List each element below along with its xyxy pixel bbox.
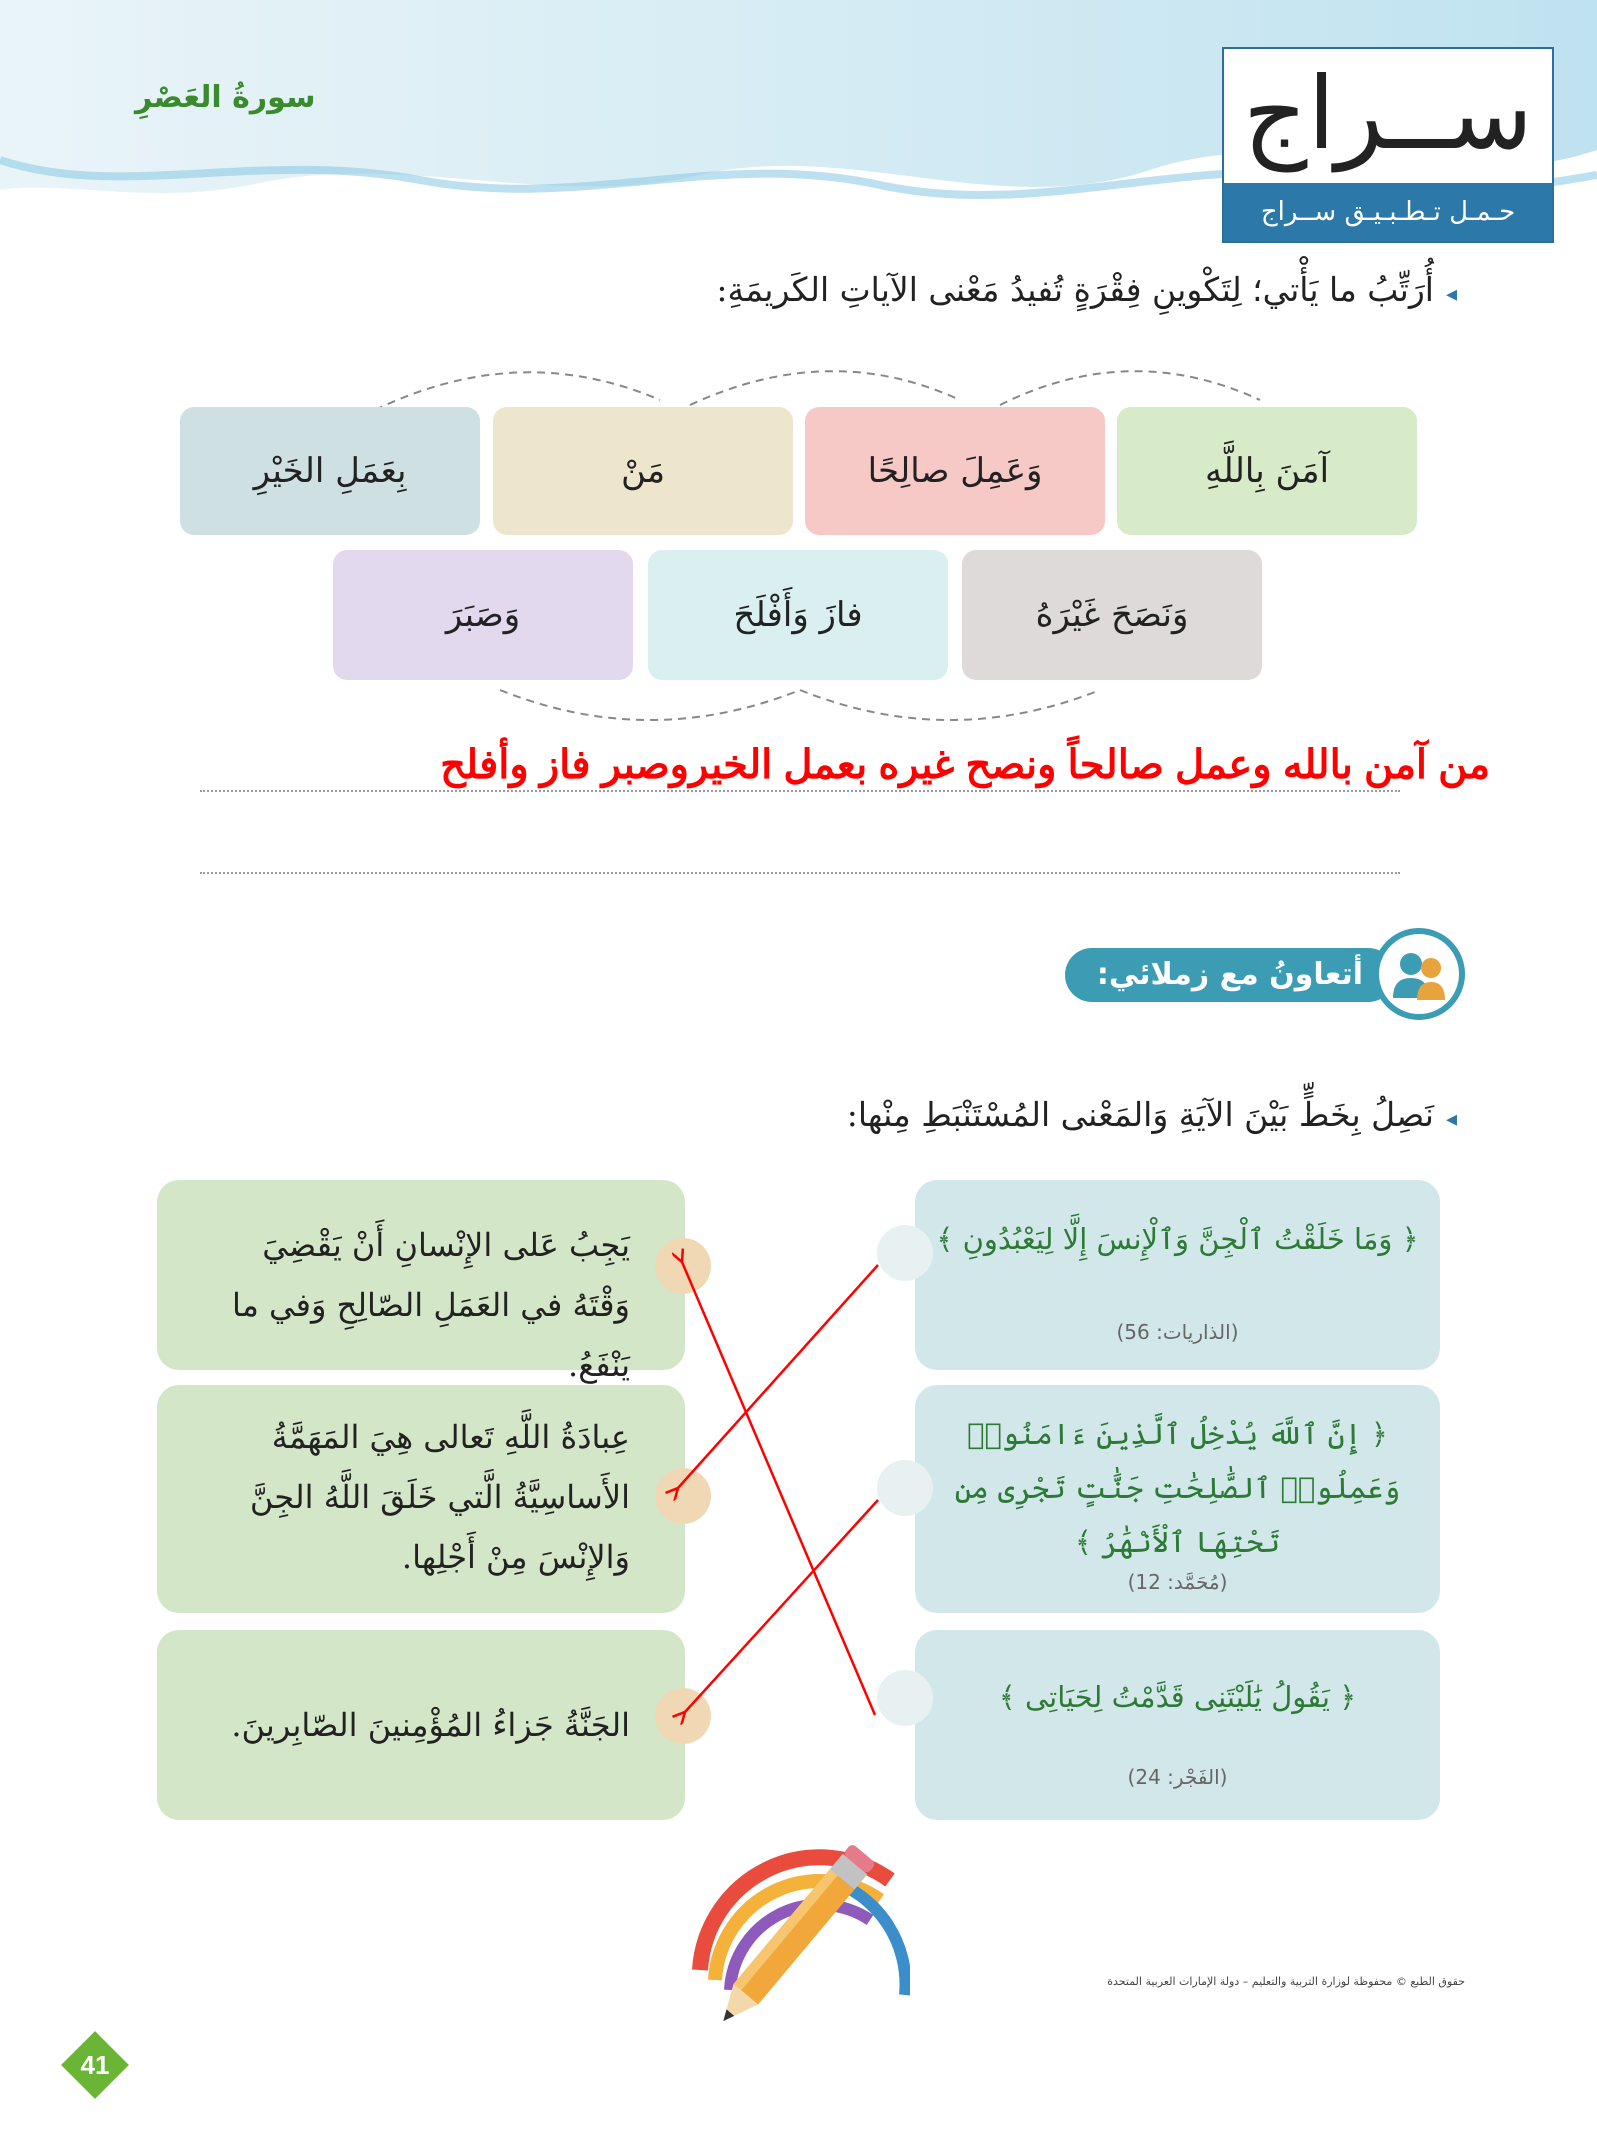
exercise1-instruction [457,270,1457,309]
meaning-card-2[interactable] [157,1385,685,1613]
meaning-connector-knob-2[interactable] [655,1468,711,1524]
arrow-verse1-to-meaning2 [678,1265,878,1488]
copyright-notice: حقوق الطبع © محفوظة لوزارة التربية والتعليم – دولة الإمارات العربية المتحدة [1107,1975,1465,1988]
phrase-chip-2[interactable]: وَعَمِلَ صالِحًا [805,407,1105,535]
phrase-chip-3[interactable]: مَنْ [493,407,793,535]
answer-line-1 [200,790,1400,792]
bullet-icon: ◂ [1445,282,1457,307]
pencil-icon [680,1820,910,2035]
meaning-card-1[interactable] [157,1180,685,1384]
meaning-text: عِبادَةُ اللَّهِ تَعالى هِيَ المَهَمَّةُ الأَساسِيَّةُ الَّتي خَلَقَ اللَّهُ الجِنَّ وَالإِنْسَ مِنْ أَجْلِها. [249,1418,630,1576]
verse-text: ﴿ إِنَّ ٱللَّهَ يُدْخِلُ ٱلَّذِينَ ءَامَنُوا۟ وَعَمِلُوا۟ ٱلصَّٰلِحَٰتِ جَنَّٰتٍ تَجْرِى مِن تَحْتِهَا ٱلْأَنْهَٰرُ ﴾ [954,1417,1401,1559]
bullet-icon: ◂ [1445,1107,1457,1132]
page-number-badge [55,2025,135,2105]
people-icon [1373,928,1465,1020]
verse-card-3[interactable] [915,1630,1440,1820]
verse-reference: (الذاريات: 56) [1116,1320,1239,1344]
logo-tagline: حـمـل تـطـبـيـق ســراج [1224,183,1552,241]
verse-connector-knob-2[interactable] [877,1460,933,1516]
phrase-chip-5[interactable]: وَنَصَحَ غَيْرَهُ [962,550,1262,680]
meaning-card-3[interactable] [157,1630,685,1820]
verse-connector-knob-1[interactable] [877,1225,933,1281]
exercise2-instruction [457,1095,1457,1134]
phrase-chip-6[interactable]: فازَ وَأَفْلَحَ [648,550,948,680]
answer-text[interactable]: من آمن بالله وعمل صالحاً ونصح غيره بعمل الخيروصبر فاز وأفلح [440,743,1490,787]
verse-reference: (الفَجْر: 24) [1127,1765,1228,1789]
verse-card-2[interactable] [915,1385,1440,1613]
collab-badge [1025,928,1465,1018]
exercise2-instruction-text: نَصِلُ بِخَطٍّ بَيْنَ الآيَةِ وَالمَعْنى المُسْتَنْبَطِ مِنْها: [846,1095,1434,1134]
phrase-chip-4[interactable]: بِعَمَلِ الخَيْرِ [180,407,480,535]
verse-text: ﴿ وَمَا خَلَقْتُ ٱلْجِنَّ وَٱلْإِنسَ إِلَّا لِيَعْبُدُونِ ﴾ [936,1222,1419,1256]
siraj-logo[interactable] [1222,47,1554,243]
page-number: 41 [80,2050,110,2080]
arrow-verse2-to-meaning3 [685,1500,878,1712]
phrase-chip-1[interactable]: آمَنَ بِاللَّهِ [1117,407,1417,535]
meaning-text: الجَنَّةُ جَزاءُ المُؤْمِنينَ الصّابِرينَ. [231,1706,630,1744]
verse-reference: (مُحَمَّد: 12) [1127,1570,1228,1594]
exercise1-instruction-text: أُرَتِّبُ ما يَأْتي؛ لِتَكْوينِ فِقْرَةٍ تُفيدُ مَعْنى الآياتِ الكَريمَةِ: [716,270,1434,309]
meaning-connector-knob-1[interactable] [655,1238,711,1294]
arrow-verse3-to-meaning1 [682,1262,875,1715]
verse-card-1[interactable] [915,1180,1440,1370]
verse-text: ﴿ يَقُولُ يَٰلَيْتَنِى قَدَّمْتُ لِحَيَاتِى ﴾ [998,1680,1357,1714]
phrase-chip-7[interactable]: وَصَبَرَ [333,550,633,680]
logo-name: ســراج [1243,55,1533,172]
answer-line-2 [200,872,1400,874]
chapter-title: سورةُ العَصْرِ [135,80,316,115]
meaning-text: يَجِبُ عَلى الإِنْسانِ أَنْ يَقْضِيَ وَقْتَهُ في العَمَلِ الصّالِحِ وَفي ما يَنْفَعُ. [231,1226,630,1384]
collab-label: أتعاونُ مع زملائي: [1065,948,1395,1002]
meaning-connector-knob-3[interactable] [655,1688,711,1744]
verse-connector-knob-3[interactable] [877,1670,933,1726]
